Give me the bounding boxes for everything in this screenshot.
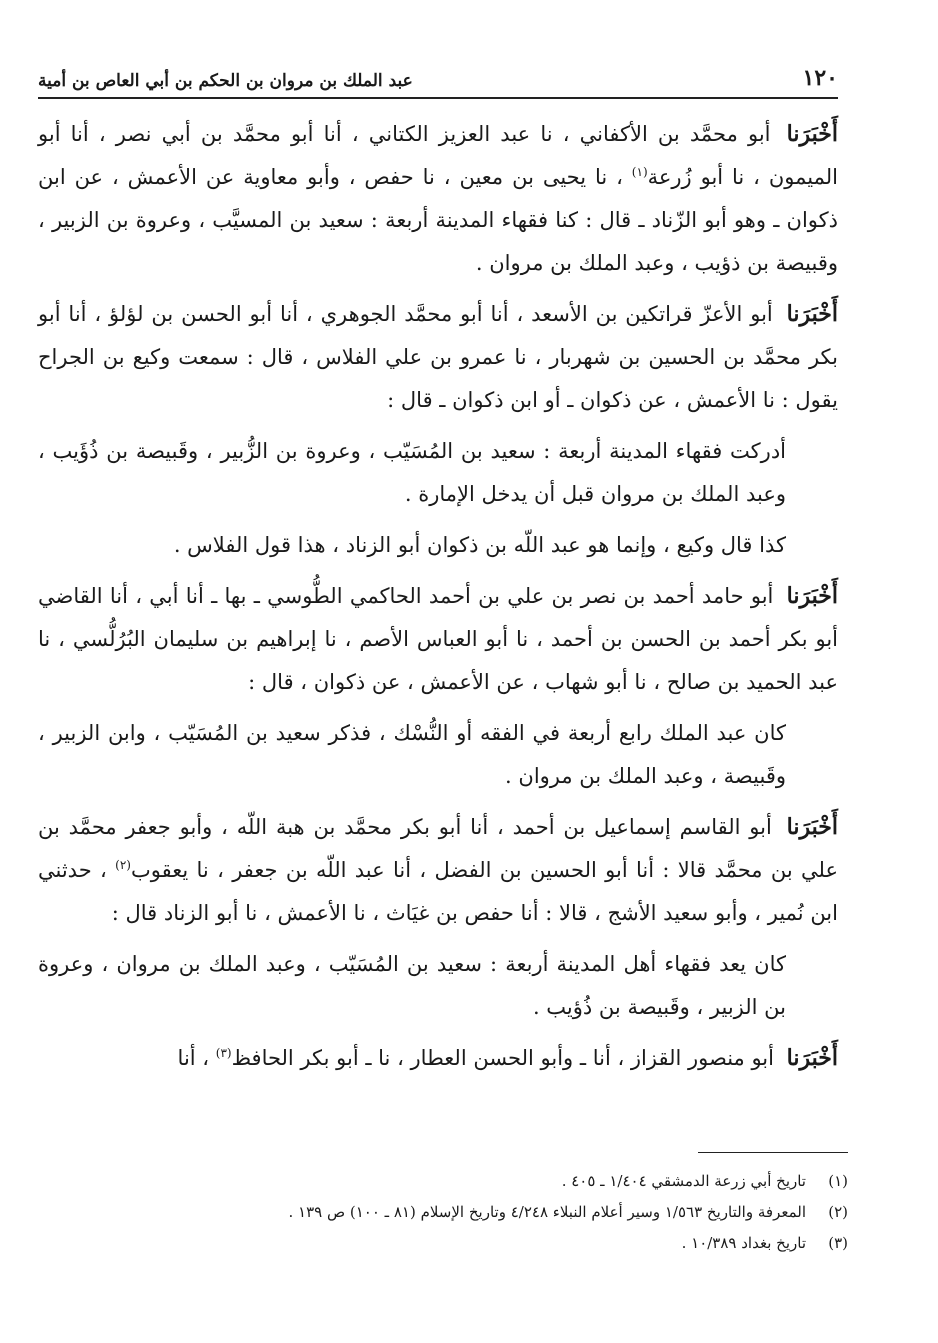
paragraph [38, 806, 838, 935]
paragraph-text: أبو القاسم إسماعيل بن أحمد ، أنا أبو بكر محمَّد بن هبة اللّه ، وأبو جعفر محمَّد بن علي بن محمَّد قالا : أنا أبو الحسين بن الفضل ، أنا عبد اللّه بن جعفر ، نا يعقوب [38, 815, 838, 882]
paragraph-text: ، حدثني ابن نُمير ، وأبو سعيد الأشج ، قالا : أنا حفص بن غيَاث ، نا الأعمش ، نا أبو الزناد قال : [38, 858, 838, 925]
footnote-text: المعرفة والتاريخ ١/٥٦٣ وسير أعلام النبلاء ٤/٢٤٨ وتاريخ الإسلام (٨١ ـ ١٠٠) ص ١٣٩ . [288, 1203, 806, 1221]
paragraph-text: ، أنا [177, 1046, 210, 1070]
paragraph [38, 293, 838, 422]
footnote-number: (١) [828, 1172, 848, 1190]
book-page [38, 55, 838, 1088]
footnote-number: (٢) [828, 1203, 848, 1221]
footnote [108, 1166, 848, 1197]
paragraph [38, 113, 838, 285]
paragraph [38, 1037, 838, 1080]
paragraph-text: أبو الأعزّ قراتكين بن الأسعد ، أنا أبو محمَّد الجوهري ، أنا أبو الحسن بن لؤلؤ ، أنا أبو بكر محمَّد بن الحسين بن شهربار ، نا عمرو بن علي الفلاس ، قال : سمعت وكيع بن الجراح يقول : نا الأعمش ، عن ذكوان ـ أو ابن ذكوان ـ قال : [38, 302, 838, 412]
footnote [108, 1197, 848, 1228]
paragraph-text: أبو محمَّد بن الأكفاني ، نا عبد العزيز الكتاني ، أنا أبو محمَّد بن أبي نصر ، أنا أبو الميمون ، نا أبو زُرعة [38, 122, 838, 189]
paragraph-text: أبو منصور القزاز ، أنا ـ وأبو الحسن العطار ، نا ـ أبو بكر الحافظ [231, 1046, 774, 1070]
footnote-divider [698, 1152, 848, 1153]
quoted-paragraph: كان يعد فقهاء أهل المدينة أربعة : سعيد بن المُسَيّب ، وعبد الملك بن مروان ، وعروة بن الزبير ، وقَبيصة بن ذُؤيب . [38, 952, 786, 1019]
page-body [38, 113, 838, 1080]
quoted-paragraph: كذا قال وكيع ، وإنما هو عبد اللّه بن ذكوان أبو الزناد ، هذا قول الفلاس . [173, 533, 786, 557]
paragraph-lead-word: أَخْبَرَنا [786, 301, 838, 327]
paragraph-text: ، نا يحيى بن معين ، نا حفص ، وأبو معاوية عن الأعمش ، عن ابن ذكوان ـ وهو أبو الزّناد ـ قال : كنا فقهاء المدينة أربعة : سعيد بن المسيَّب ، وعروة بن الزبير ، وقبيصة بن ذؤيب ، وعبد الملك بن مروان . [38, 165, 838, 275]
footnote [108, 1228, 848, 1259]
quoted-paragraph: أدركت فقهاء المدينة أربعة : سعيد بن المُسَيّب ، وعروة بن الزُّبير ، وقَبيصة بن ذُؤَيب ، وعبد الملك بن مروان قبل أن يدخل الإمارة . [38, 439, 786, 506]
page-header [38, 55, 838, 99]
footnote-number: (٣) [828, 1234, 848, 1252]
paragraph-text: أبو حامد أحمد بن نصر بن علي بن أحمد الحاكمي الطُّوسي ـ بها ـ أنا أبي ، أنا القاضي أبو بكر أحمد بن الحسن بن أحمد ، نا أبو العباس الأصم ، نا إبراهيم بن سليمان البُرُلُّسي ، نا عبد الحميد بن صالح ، نا أبو شهاب ، عن الأعمش ، عن ذكوان ، قال : [38, 584, 838, 694]
footnote-text: تاريخ أبي زرعة الدمشقي ١/٤٠٤ ـ ٤٠٥ . [561, 1172, 806, 1190]
running-title: عبد الملك بن مروان بن الحكم بن أبي العاص بن أمية [38, 71, 413, 91]
paragraph-lead-word: أَخْبَرَنا [786, 814, 838, 840]
paragraph-lead-word: أَخْبَرَنا [786, 121, 838, 147]
footnote-marker[interactable]: (١) [631, 165, 648, 179]
paragraph-lead-word: أَخْبَرَنا [786, 1045, 838, 1071]
page-number: ١٢٠ [802, 65, 838, 91]
footnotes [108, 1166, 848, 1259]
paragraph-lead-word: أَخْبَرَنا [786, 583, 838, 609]
footnote-marker[interactable]: (٣) [215, 1046, 232, 1060]
footnote-marker[interactable]: (٢) [115, 858, 131, 872]
quoted-paragraph: كان عبد الملك رابع أربعة في الفقه أو النُّسْك ، فذكر سعيد بن المُسَيّب ، وابن الزبير ، وقَبيصة ، وعبد الملك بن مروان . [38, 721, 786, 788]
paragraph [38, 575, 838, 704]
footnote-text: تاريخ بغداد ١٠/٣٨٩ . [681, 1234, 806, 1252]
